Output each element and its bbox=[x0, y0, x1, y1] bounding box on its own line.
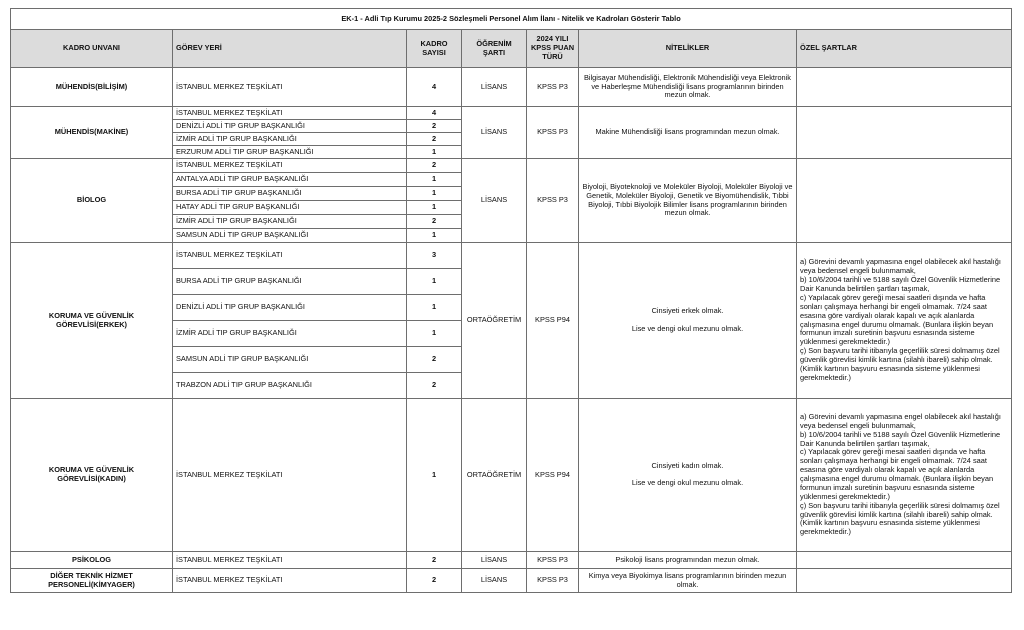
table-row bbox=[11, 243, 1012, 269]
gorev-yeri-cell: İSTANBUL MERKEZ TEŞKİLATI bbox=[173, 552, 407, 569]
kadro-sayisi-cell: 1 bbox=[407, 269, 462, 295]
kadro-unvani-cell: BİOLOG bbox=[11, 159, 173, 243]
header-gorev-yeri: GÖREV YERİ bbox=[173, 30, 407, 68]
title-row bbox=[11, 9, 1012, 30]
header-ozel-sartlar: ÖZEL ŞARTLAR bbox=[797, 30, 1012, 68]
ozel-sartlar-cell: a) Görevini devamlı yapmasına engel olabilecek akıl hastalığı veya bedensel engeli bulunmamak, b) 10/6/2004 tarihli ve 5188 sayılı Özel Güvenlik Hizmetlerine Dair Kanunda belirtilen şartları taşımak, c) Yapılacak görev gereği mesai saatleri dışında ve hafta sonları çalışmaya herhangi bir engeli olmamak. 7/24 saat esasına göre vardiyalı olarak kapalı ve açık alanlarda çalışmasına engel durumu olmamak. (Bunlara ilişkin beyan formunun imzalı suretinin başvuru esnasında sisteme yüklenmesi gerekmektedir.) ç) Son başvuru tarihi itibarıyla geçerlilik süresi dolmamış özel güvenlik görevlisi kimlik kartına (silahlı ibareli) sahip olmak. (Kimlik kartının başvuru esnasında sisteme yüklenmesi gerekmektedir.) bbox=[797, 399, 1012, 552]
kadro-unvani-cell: DİĞER TEKNİK HİZMET PERSONELİ(KİMYAGER) bbox=[11, 569, 173, 593]
ozel-sartlar-cell bbox=[797, 68, 1012, 107]
gorev-yeri-cell: DENİZLİ ADLİ TIP GRUP BAŞKANLIĞI bbox=[173, 295, 407, 321]
gorev-yeri-cell: İSTANBUL MERKEZ TEŞKİLATI bbox=[173, 107, 407, 120]
kadro-sayisi-cell: 1 bbox=[407, 173, 462, 187]
header-kpss-puan-turu: 2024 YILI KPSS PUAN TÜRÜ bbox=[527, 30, 579, 68]
kadro-unvani-cell: KORUMA VE GÜVENLİK GÖREVLİSİ(KADIN) bbox=[11, 399, 173, 552]
nitelikler-cell: Kimya veya Biyokimya lisans programlarının birinden mezun olmak. bbox=[579, 569, 797, 593]
gorev-yeri-cell: SAMSUN ADLİ TIP GRUP BAŞKANLIĞI bbox=[173, 347, 407, 373]
header-kadro-unvani: KADRO UNVANI bbox=[11, 30, 173, 68]
kpss-puan-turu-cell: KPSS P3 bbox=[527, 569, 579, 593]
kpss-puan-turu-cell: KPSS P94 bbox=[527, 243, 579, 399]
nitelikler-cell: Cinsiyeti erkek olmak. Lise ve dengi okul mezunu olmak. bbox=[579, 243, 797, 399]
kadro-sayisi-cell: 2 bbox=[407, 347, 462, 373]
table-row bbox=[11, 399, 1012, 552]
gorev-yeri-cell: BURSA ADLİ TIP GRUP BAŞKANLIĞI bbox=[173, 269, 407, 295]
kadro-sayisi-cell: 3 bbox=[407, 243, 462, 269]
kadro-sayisi-cell: 1 bbox=[407, 187, 462, 201]
kadro-sayisi-cell: 1 bbox=[407, 399, 462, 552]
ogrenim-sarti-cell: LİSANS bbox=[462, 68, 527, 107]
nitelikler-cell: Bilgisayar Mühendisliği, Elektronik Mühendisliği veya Elektronik ve Haberleşme Mühendisliği lisans programlarının birinden mezun olmak. bbox=[579, 68, 797, 107]
kadro-sayisi-cell: 2 bbox=[407, 373, 462, 399]
ogrenim-sarti-cell: LİSANS bbox=[462, 552, 527, 569]
table-row bbox=[11, 159, 1012, 173]
table-row bbox=[11, 552, 1012, 569]
nitelikler-cell: Psikoloji lisans programından mezun olmak. bbox=[579, 552, 797, 569]
kpss-puan-turu-cell: KPSS P94 bbox=[527, 399, 579, 552]
ogrenim-sarti-cell: ORTAÖĞRETİM bbox=[462, 243, 527, 399]
ozel-sartlar-cell: a) Görevini devamlı yapmasına engel olabilecek akıl hastalığı veya bedensel engeli bulunmamak, b) 10/6/2004 tarihli ve 5188 sayılı Özel Güvenlik Hizmetlerine Dair Kanunda belirtilen şartları taşımak, c) Yapılacak görev gereği mesai saatleri dışında ve hafta sonları çalışmaya herhangi bir engeli olmamak. 7/24 saat esasına göre vardiyalı olarak kapalı ve açık alanlarda çalışmasına engel durumu olmamak. (Bunlara ilişkin beyan formunun imzalı suretinin başvuru esnasında sisteme yüklenmesi gerekmektedir.) ç) Son başvuru tarihi itibarıyla geçerlilik süresi dolmamış özel güvenlik görevlisi kimlik kartına (silahlı ibareli) sahip olmak. (Kimlik kartının başvuru esnasında sisteme yüklenmesi gerekmektedir.) bbox=[797, 243, 1012, 399]
gorev-yeri-cell: ERZURUM ADLİ TIP GRUP BAŞKANLIĞI bbox=[173, 146, 407, 159]
kadro-sayisi-cell: 1 bbox=[407, 201, 462, 215]
kadro-table bbox=[10, 8, 1012, 593]
kadro-unvani-cell: MÜHENDİS(MAKİNE) bbox=[11, 107, 173, 159]
gorev-yeri-cell: İSTANBUL MERKEZ TEŞKİLATI bbox=[173, 159, 407, 173]
kadro-unvani-cell: KORUMA VE GÜVENLİK GÖREVLİSİ(ERKEK) bbox=[11, 243, 173, 399]
nitelikler-cell: Biyoloji, Biyoteknoloji ve Moleküler Biyoloji, Moleküler Biyoloji ve Genetik, Moleküler Biyoloji, Genetik ve Biyomühendislik, Tıbbi Biyoloji, Tıbbi Biyolojik Bilimler lisans programlarının birinden mezun olmak. bbox=[579, 159, 797, 243]
kpss-puan-turu-cell: KPSS P3 bbox=[527, 68, 579, 107]
header-kadro-sayisi: KADRO SAYISI bbox=[407, 30, 462, 68]
nitelikler-cell: Cinsiyeti kadın olmak. Lise ve dengi okul mezunu olmak. bbox=[579, 399, 797, 552]
gorev-yeri-cell: TRABZON ADLİ TIP GRUP BAŞKANLIĞI bbox=[173, 373, 407, 399]
kadro-unvani-cell: MÜHENDİS(BİLİŞİM) bbox=[11, 68, 173, 107]
gorev-yeri-cell: İZMİR ADLİ TIP GRUP BAŞKANLIĞI bbox=[173, 215, 407, 229]
gorev-yeri-cell: SAMSUN ADLİ TIP GRUP BAŞKANLIĞI bbox=[173, 229, 407, 243]
table-row bbox=[11, 569, 1012, 593]
kpss-puan-turu-cell: KPSS P3 bbox=[527, 107, 579, 159]
table-row bbox=[11, 68, 1012, 107]
kadro-sayisi-cell: 1 bbox=[407, 295, 462, 321]
gorev-yeri-cell: İZMİR ADLİ TIP GRUP BAŞKANLIĞI bbox=[173, 321, 407, 347]
gorev-yeri-cell: İSTANBUL MERKEZ TEŞKİLATI bbox=[173, 243, 407, 269]
gorev-yeri-cell: İSTANBUL MERKEZ TEŞKİLATI bbox=[173, 68, 407, 107]
kadro-sayisi-cell: 1 bbox=[407, 146, 462, 159]
ogrenim-sarti-cell: LİSANS bbox=[462, 159, 527, 243]
kadro-sayisi-cell: 2 bbox=[407, 215, 462, 229]
header-row bbox=[11, 30, 1012, 68]
kpss-puan-turu-cell: KPSS P3 bbox=[527, 159, 579, 243]
header-ogrenim-sarti: ÖĞRENİM ŞARTI bbox=[462, 30, 527, 68]
kadro-sayisi-cell: 4 bbox=[407, 107, 462, 120]
kadro-sayisi-cell: 2 bbox=[407, 120, 462, 133]
ogrenim-sarti-cell: LİSANS bbox=[462, 107, 527, 159]
kadro-sayisi-cell: 2 bbox=[407, 159, 462, 173]
gorev-yeri-cell: HATAY ADLİ TIP GRUP BAŞKANLIĞI bbox=[173, 201, 407, 215]
kadro-sayisi-cell: 2 bbox=[407, 133, 462, 146]
ozel-sartlar-cell bbox=[797, 569, 1012, 593]
kpss-puan-turu-cell: KPSS P3 bbox=[527, 552, 579, 569]
kadro-sayisi-cell: 4 bbox=[407, 68, 462, 107]
kadro-sayisi-cell: 2 bbox=[407, 552, 462, 569]
table-title: EK-1 - Adli Tıp Kurumu 2025-2 Sözleşmeli Personel Alım İlanı - Nitelik ve Kadroları Gösterir Tablo bbox=[11, 9, 1012, 30]
ogrenim-sarti-cell: LİSANS bbox=[462, 569, 527, 593]
kadro-sayisi-cell: 2 bbox=[407, 569, 462, 593]
gorev-yeri-cell: İZMİR ADLİ TIP GRUP BAŞKANLIĞI bbox=[173, 133, 407, 146]
ozel-sartlar-cell bbox=[797, 107, 1012, 159]
ogrenim-sarti-cell: ORTAÖĞRETİM bbox=[462, 399, 527, 552]
nitelikler-cell: Makine Mühendisliği lisans programından mezun olmak. bbox=[579, 107, 797, 159]
gorev-yeri-cell: DENİZLİ ADLİ TIP GRUP BAŞKANLIĞI bbox=[173, 120, 407, 133]
ozel-sartlar-cell bbox=[797, 552, 1012, 569]
gorev-yeri-cell: İSTANBUL MERKEZ TEŞKİLATI bbox=[173, 399, 407, 552]
gorev-yeri-cell: BURSA ADLİ TIP GRUP BAŞKANLIĞI bbox=[173, 187, 407, 201]
header-nitelikler: NİTELİKLER bbox=[579, 30, 797, 68]
kadro-sayisi-cell: 1 bbox=[407, 321, 462, 347]
kadro-unvani-cell: PSİKOLOG bbox=[11, 552, 173, 569]
table-row bbox=[11, 107, 1012, 120]
ozel-sartlar-cell bbox=[797, 159, 1012, 243]
gorev-yeri-cell: ANTALYA ADLİ TIP GRUP BAŞKANLIĞI bbox=[173, 173, 407, 187]
gorev-yeri-cell: İSTANBUL MERKEZ TEŞKİLATI bbox=[173, 569, 407, 593]
kadro-sayisi-cell: 1 bbox=[407, 229, 462, 243]
